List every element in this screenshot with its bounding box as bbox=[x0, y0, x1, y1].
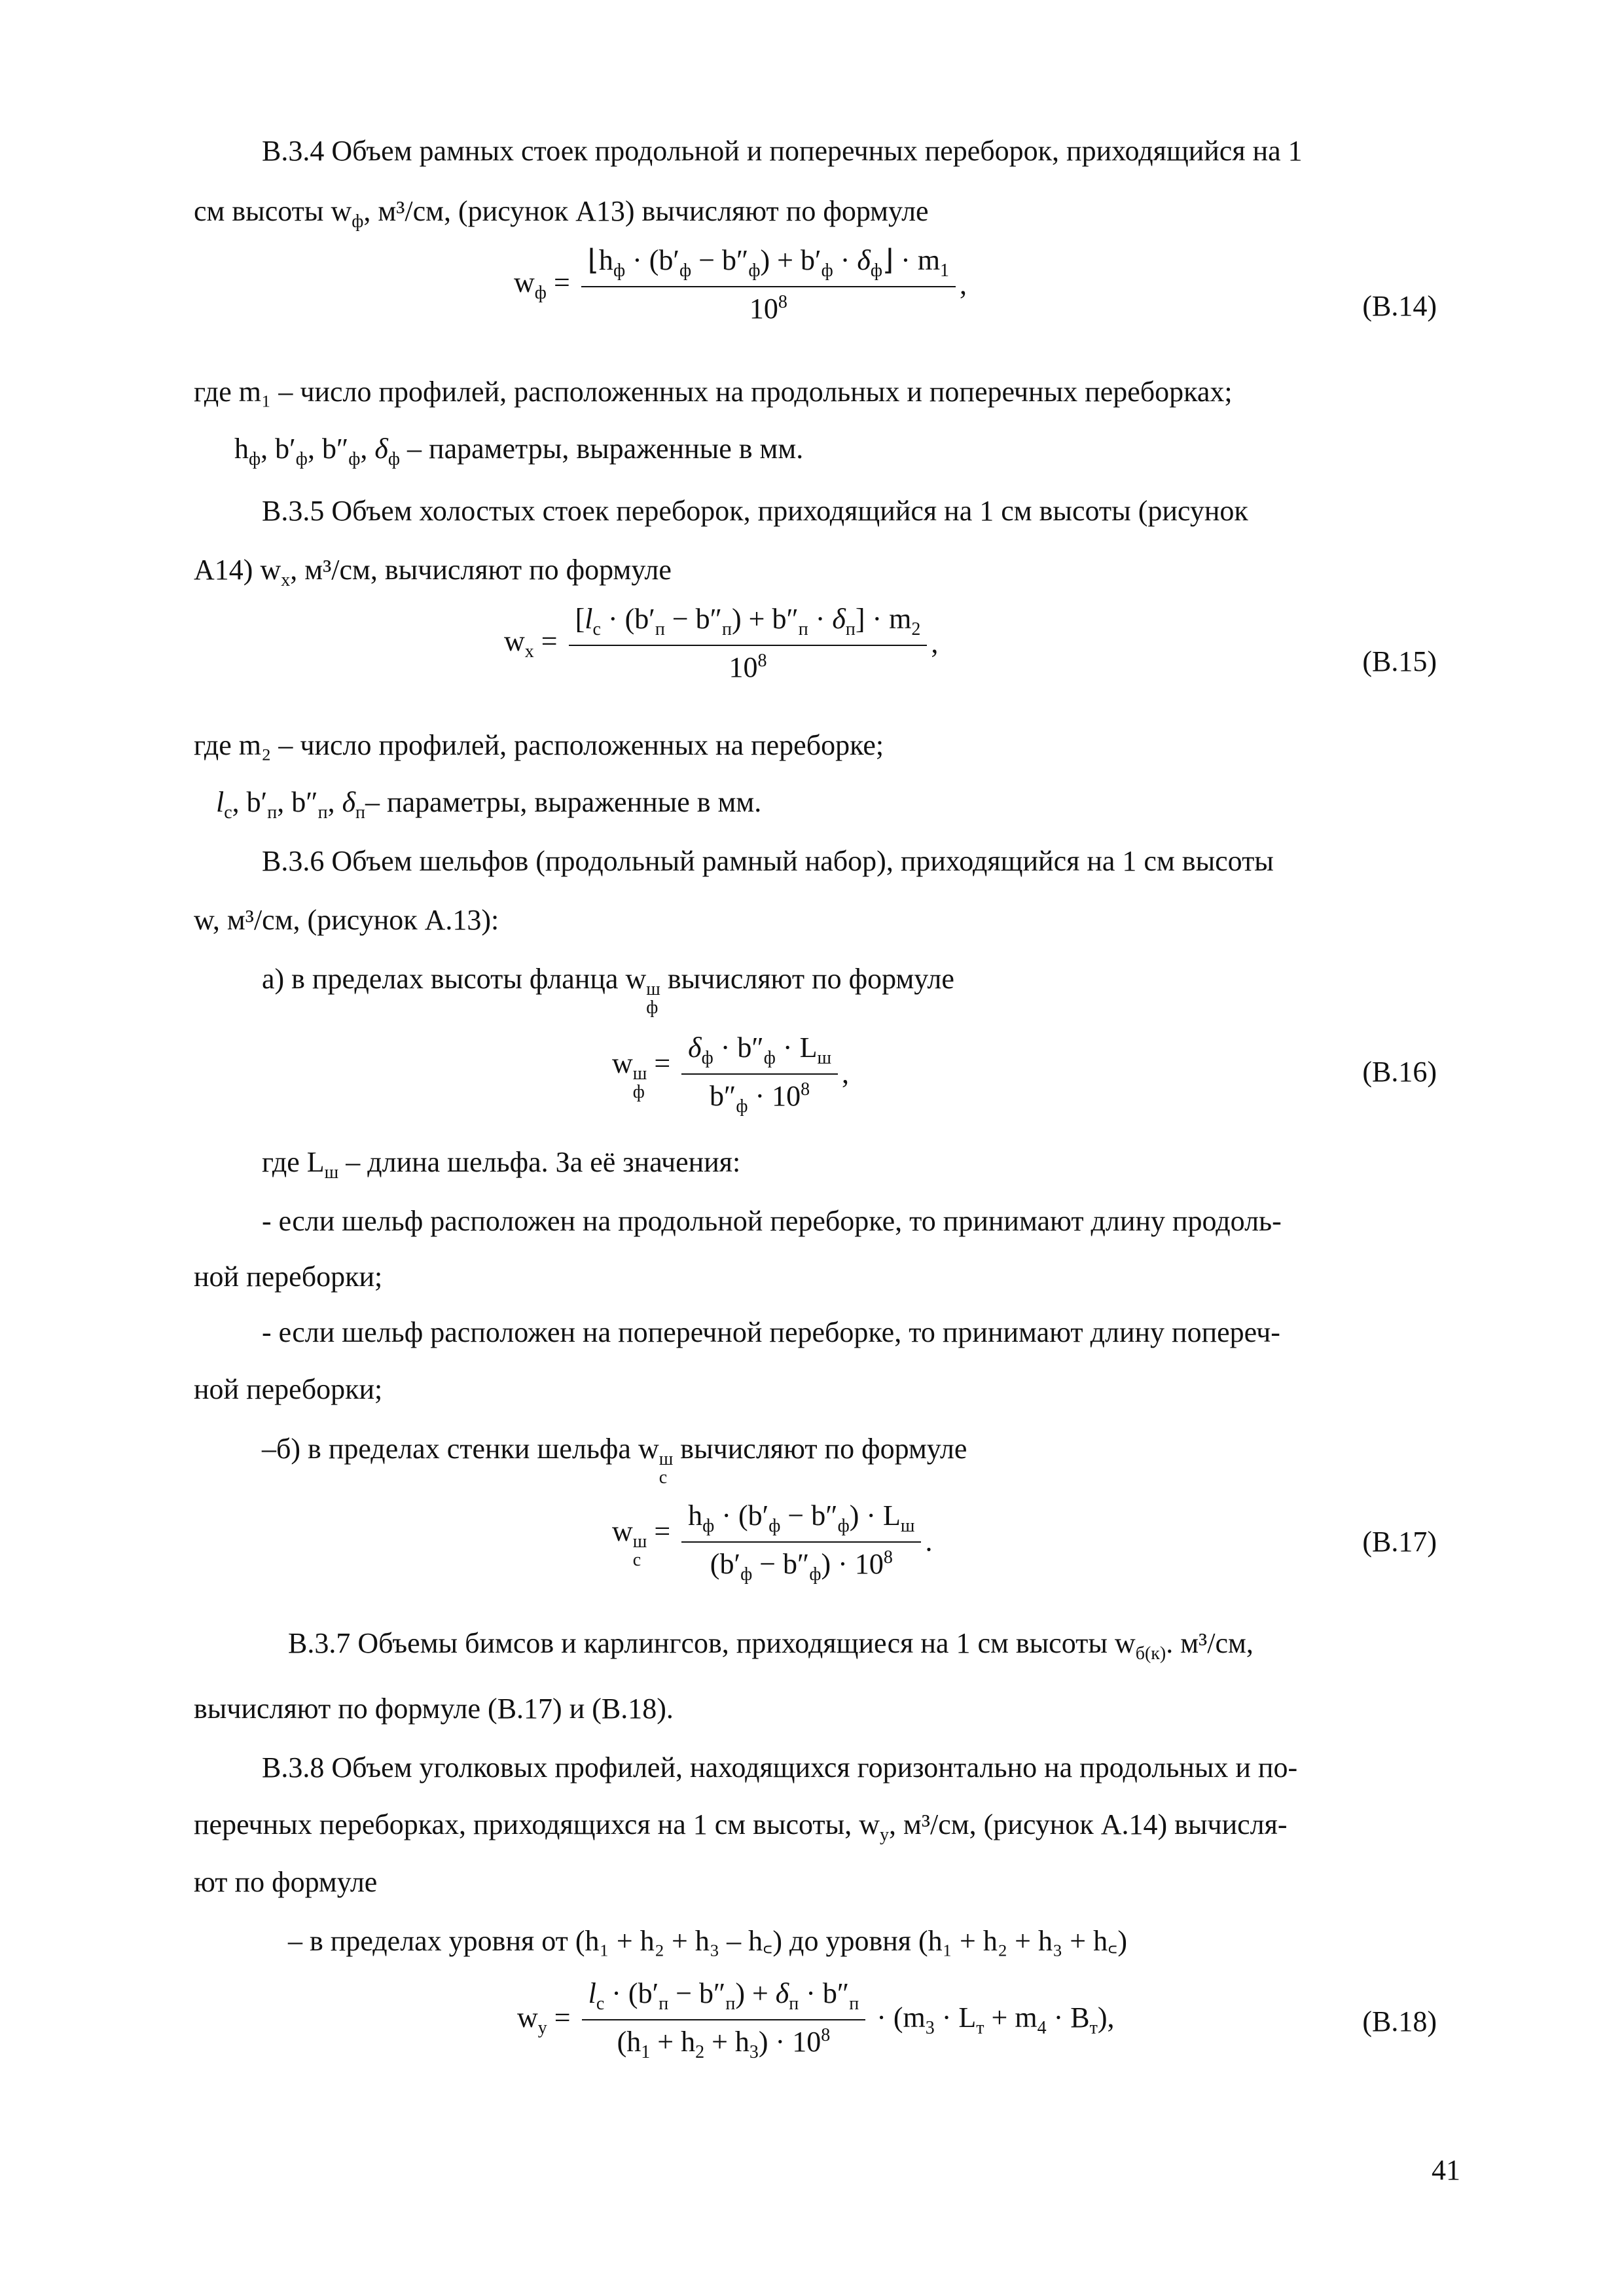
where-b15-params bbox=[216, 785, 761, 824]
bullet2-line2: ной переборки; bbox=[194, 1373, 383, 1405]
para-b38-line1: В.3.8 Объем уголковых профилей, находящихся горизонтально на продольных и по- bbox=[262, 1751, 1298, 1784]
para-b37-line2: вычисляют по формуле (В.17) и (В.18). bbox=[194, 1693, 674, 1725]
where-b16 bbox=[262, 1145, 740, 1184]
symbol-w-bk: $w_{б(к)}$ bbox=[1114, 1627, 1166, 1664]
equation-b14: $w_ф$ = $\frac{⌊h_ф \cdot (b'_ф - b''_ф) + b'_ф \cdot \delta_ф⌋ \cdot m_1}{10^8}$ , bbox=[514, 244, 967, 325]
item-a bbox=[262, 962, 954, 1017]
equation-b16: w ш ф = $\frac{\delta_ф \cdot b''_ф \cdot L_ш}{b''_ф \cdot 10^8}$ , bbox=[612, 1031, 850, 1117]
para-b37-line1-start: В.3.7 Объемы бимсов и карлингсов, приходящиеся на 1 см высоты bbox=[288, 1627, 1115, 1659]
symbol-w-phi-sh: w ш ф bbox=[625, 963, 660, 1018]
equation-b18: $w_y$ = $\frac{l_c \cdot (b'_п - b''_п) + \delta_п \cdot b''_п}{(h_1 + h_2 + h_3) \cdot 10^8}$ · $(m_3 \cdot L_т + m_4 \cdot B_т)$, bbox=[517, 1977, 1115, 2062]
where-b16-start: где L bbox=[262, 1146, 325, 1178]
item-a-end: вычисляют по формуле bbox=[660, 963, 954, 995]
equation-b17-number: (В.17) bbox=[1362, 1526, 1437, 1558]
para-b37-line1 bbox=[288, 1626, 1254, 1665]
symbol-w-x: $w_x$ bbox=[260, 554, 291, 590]
para-b38-line3: ют по формуле bbox=[194, 1866, 378, 1898]
where-b15-params-text: – параметры, выраженные в мм. bbox=[365, 786, 762, 818]
params-b15-symbols: $l_c$, $b'_п$, $b''_п$, $\delta_п$ bbox=[216, 786, 366, 823]
item-b-end: вычисляют по формуле bbox=[673, 1433, 967, 1465]
para-b34-line2-start: см высоты bbox=[194, 195, 331, 227]
where-b16-sub: ш bbox=[324, 1162, 339, 1183]
bullet1-line2: ной переборки; bbox=[194, 1261, 383, 1293]
where-b14-m1: где m₁ – число профилей, расположенных на продольных и поперечных переборках; bbox=[194, 376, 1233, 408]
para-b38-line2-start: перечных переборках, приходящихся на 1 см высоты, w bbox=[194, 1808, 880, 1840]
para-b36-line2: w, м³/см, (рисунок А.13): bbox=[194, 904, 499, 936]
item-a-start: а) в пределах высоты фланца bbox=[262, 963, 626, 995]
para-b34-line2-end: , м³/см, (рисунок А13) вычисляют по формуле bbox=[363, 195, 929, 227]
para-b36-line1: В.3.6 Объем шельфов (продольный рамный набор), приходящийся на 1 см высоты bbox=[262, 845, 1274, 877]
equation-b14-number: (В.14) bbox=[1362, 290, 1437, 322]
bullet1-line1: - если шельф расположен на продольной переборке, то принимают длину продоль- bbox=[262, 1205, 1282, 1237]
para-b35-line2-start: А14) bbox=[194, 554, 261, 586]
para-b34-line1: В.3.4 Объем рамных стоек продольной и поперечных переборок, приходящийся на 1 bbox=[262, 135, 1303, 167]
para-b38-line2 bbox=[194, 1808, 1288, 1846]
para-b34-line2 bbox=[194, 194, 929, 233]
params-b14-symbols: $h_ф$, $b'_ф$, $b''_ф$, $\delta_ф$ bbox=[234, 433, 401, 469]
bullet2-line1: - если шельф расположен на поперечной переборке, то принимают длину попереч- bbox=[262, 1316, 1280, 1348]
equation-b18-number: (В.18) bbox=[1362, 2005, 1437, 2037]
symbol-w-phi: $w_ф$ bbox=[331, 195, 364, 232]
where-b14-params bbox=[234, 432, 803, 471]
para-b38-line2-end: , м³/см, (рисунок А.14) вычисля- bbox=[889, 1808, 1288, 1840]
para-b35-line2-end: , м³/см, вычисляют по формуле bbox=[290, 554, 672, 586]
equation-b16-number: (В.16) bbox=[1362, 1056, 1437, 1088]
equation-b15: $w_x$ = $\frac{[l_c \cdot (b'_п - b''_п) + b''_п \cdot \delta_п] \cdot m_2}{10^8}$ , bbox=[504, 603, 939, 683]
para-b35-line2 bbox=[194, 553, 672, 592]
item-b bbox=[262, 1432, 967, 1487]
symbol-w-c-sh: w ш c bbox=[638, 1433, 674, 1488]
equation-b15-number: (В.15) bbox=[1362, 645, 1437, 677]
para-b35-line1: В.3.5 Объем холостых стоек переборок, приходящийся на 1 см высоты (рисунок bbox=[262, 495, 1248, 527]
item-b-start: –б) в пределах стенки шельфа bbox=[262, 1433, 638, 1465]
where-b15-m2: где m₂ – число профилей, расположенных на переборке; bbox=[194, 729, 884, 761]
page-number: 41 bbox=[1432, 2154, 1460, 2186]
where-b14-params-text: – параметры, выраженные в мм. bbox=[400, 433, 804, 465]
equation-b17: w ш c = $\frac{h_ф \cdot (b'_ф - b''_ф) \cdot L_ш}{(b'_ф - b''_ф) \cdot 10^8}$ . bbox=[612, 1499, 933, 1585]
where-b16-end: – длина шельфа. За её значения: bbox=[338, 1146, 741, 1178]
level-text: – в пределах уровня от (h₁ + h₂ + h₃ – h꜀) до уровня (h₁ + h₂ + h₃ + h꜀) bbox=[288, 1925, 1127, 1957]
para-b38-line2-sub: y bbox=[880, 1825, 889, 1845]
para-b37-line1-end: . м³/см, bbox=[1166, 1627, 1254, 1659]
